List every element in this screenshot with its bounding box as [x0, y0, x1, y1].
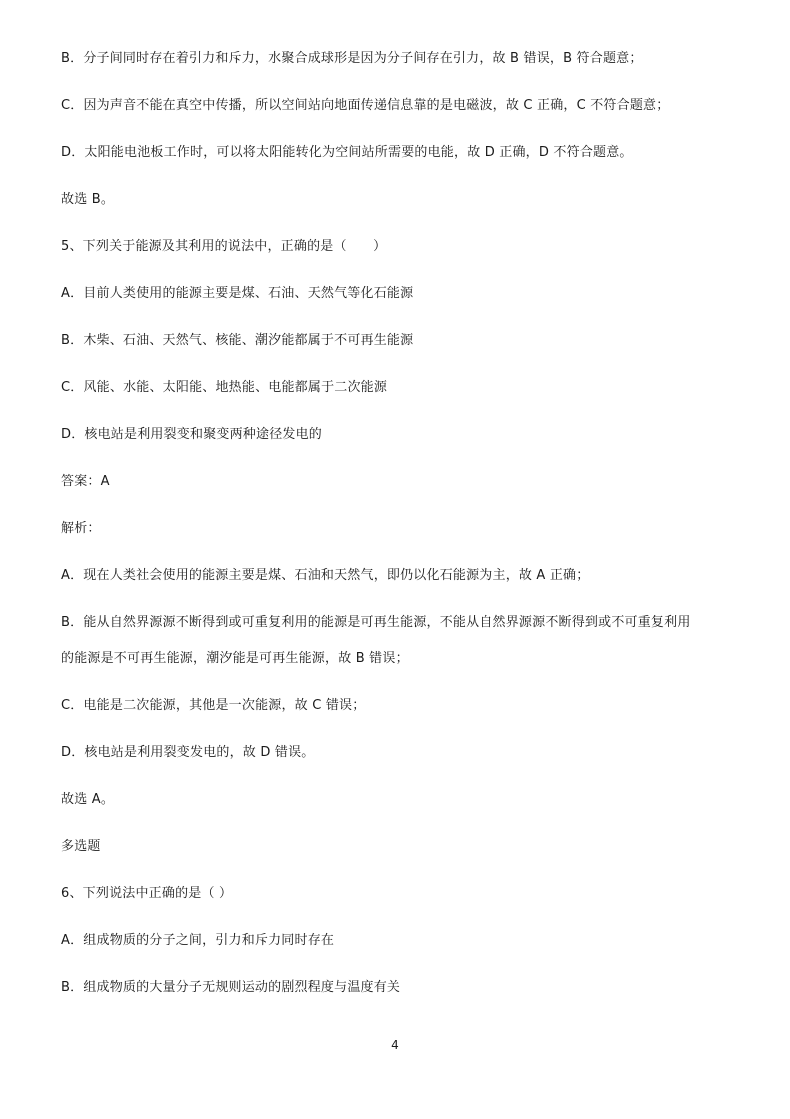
q5-analysis-b-line2: 的能源是不可再生能源，潮汐能是可再生能源，故 B 错误； [61, 651, 409, 666]
q5-analysis-a: A．现在人类社会使用的能源主要是煤、石油和天然气，即仍以化石能源为主，故 A 正确； [61, 568, 590, 583]
section-heading: 多选题 [61, 839, 101, 854]
q4-conclusion: 故选 B。 [61, 192, 115, 207]
q6-option-a: A．组成物质的分子之间，引力和斥力同时存在 [61, 933, 335, 948]
q5-analysis-c: C．电能是二次能源，其他是一次能源，故 C 错误； [61, 698, 366, 713]
q4-analysis-d: D．太阳能电池板工作时，可以将太阳能转化为空间站所需要的电能，故 D 正确，D 不符合题意。 [61, 145, 633, 160]
q6-stem: 6、下列说法中正确的是（ ） [61, 886, 233, 901]
q5-answer: 答案：A [61, 474, 110, 489]
q5-analysis-b-line1: B．能从自然界源源不断得到或可重复利用的能源是可再生能源，不能从自然界源源不断得到或不可重复利用 [61, 615, 691, 630]
page-number: 4 [391, 1038, 399, 1052]
q5-analysis-label: 解析： [61, 521, 101, 536]
q5-option-c: C．风能、水能、太阳能、地热能、电能都属于二次能源 [61, 380, 388, 395]
q4-analysis-c: C．因为声音不能在真空中传播，所以空间站向地面传递信息靠的是电磁波，故 C 正确，C 不符合题意； [61, 98, 670, 113]
q5-option-a: A．目前人类使用的能源主要是煤、石油、天然气等化石能源 [61, 286, 414, 301]
q5-analysis-d: D．核电站是利用裂变发电的，故 D 错误。 [61, 745, 315, 760]
q4-analysis-b: B．分子间同时存在着引力和斥力，水聚合成球形是因为分子间存在引力，故 B 错误，B 符合题意； [61, 51, 643, 66]
q5-option-d: D．核电站是利用裂变和聚变两种途径发电的 [61, 427, 323, 442]
q5-stem: 5、下列关于能源及其利用的说法中，正确的是（ ） [61, 239, 387, 254]
q5-option-b: B．木柴、石油、天然气、核能、潮汐能都属于不可再生能源 [61, 333, 414, 348]
q5-conclusion: 故选 A。 [61, 792, 115, 807]
q6-option-b: B．组成物质的大量分子无规则运动的剧烈程度与温度有关 [61, 980, 401, 995]
